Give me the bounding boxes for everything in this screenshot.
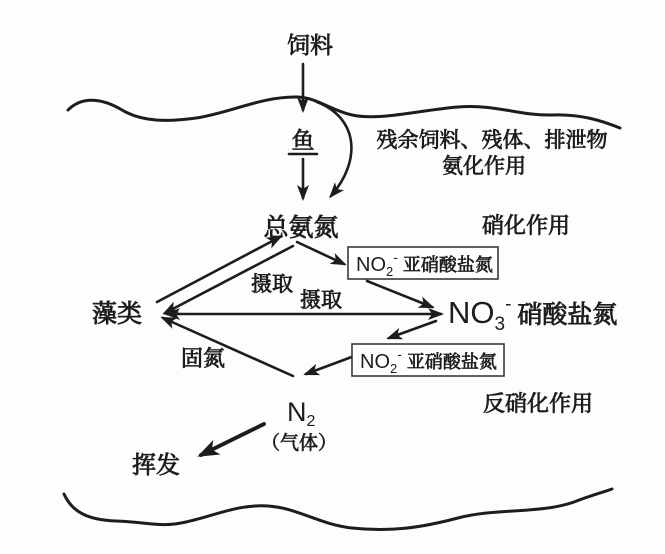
nitrate-sub: 3 bbox=[494, 314, 506, 335]
nitrite-bottom-no: NO bbox=[360, 351, 390, 373]
nitrite-top-sub: 2 bbox=[386, 264, 394, 279]
nitrite-bottom-sup: - bbox=[397, 346, 402, 362]
arrow-n2-to-volatilization bbox=[201, 424, 264, 455]
bottom-boundary-line bbox=[64, 489, 612, 530]
residue-label: 残余饲料、残体、排泄物 bbox=[376, 129, 608, 152]
arrow-nitrate-to-nitrite bbox=[389, 321, 436, 338]
total-ammonia-label: 总氨氮 bbox=[263, 214, 339, 242]
denitrification-label: 反硝化作用 bbox=[482, 391, 594, 416]
algae-label: 藻类 bbox=[91, 300, 143, 328]
volatilization-label: 挥发 bbox=[132, 452, 180, 479]
nitrite-bottom-sub: 2 bbox=[390, 361, 398, 376]
arrow-residue-to-ammonia-curved bbox=[317, 102, 351, 196]
fixation-label: 固氮 bbox=[180, 346, 226, 371]
nitrate-text: 硝酸盐氮 bbox=[517, 301, 618, 329]
feed-label: 饲料 bbox=[287, 32, 333, 58]
nitrite-bottom-text: 亚硝酸盐氮 bbox=[406, 352, 497, 372]
uptake-nitrate-label: 摄取 bbox=[300, 289, 342, 312]
nitrite-top-no: NO bbox=[356, 254, 386, 276]
nitrate-formula bbox=[448, 294, 617, 335]
n2-formula bbox=[287, 397, 316, 430]
arrow-nitrite-to-nitrate bbox=[367, 281, 432, 307]
ammonification-label: 氨化作用 bbox=[442, 155, 526, 178]
arrow-ammonia-to-nitrite bbox=[297, 242, 344, 264]
n2-sub: 2 bbox=[306, 413, 316, 430]
nitrite-top-sup: - bbox=[393, 249, 398, 265]
nitrite-top-text: 亚硝酸盐氮 bbox=[402, 255, 493, 275]
gas-label: （气体） bbox=[260, 433, 338, 454]
n2-n: N bbox=[287, 397, 307, 427]
nitrification-label: 硝化作用 bbox=[481, 213, 571, 238]
fish-label: 鱼 bbox=[291, 127, 315, 153]
arrow-nitrite-to-n2 bbox=[306, 355, 357, 374]
uptake-ammonia-label: 摄取 bbox=[251, 273, 293, 296]
nitrate-sup: - bbox=[505, 294, 512, 315]
nitrate-no: NO bbox=[448, 295, 495, 330]
